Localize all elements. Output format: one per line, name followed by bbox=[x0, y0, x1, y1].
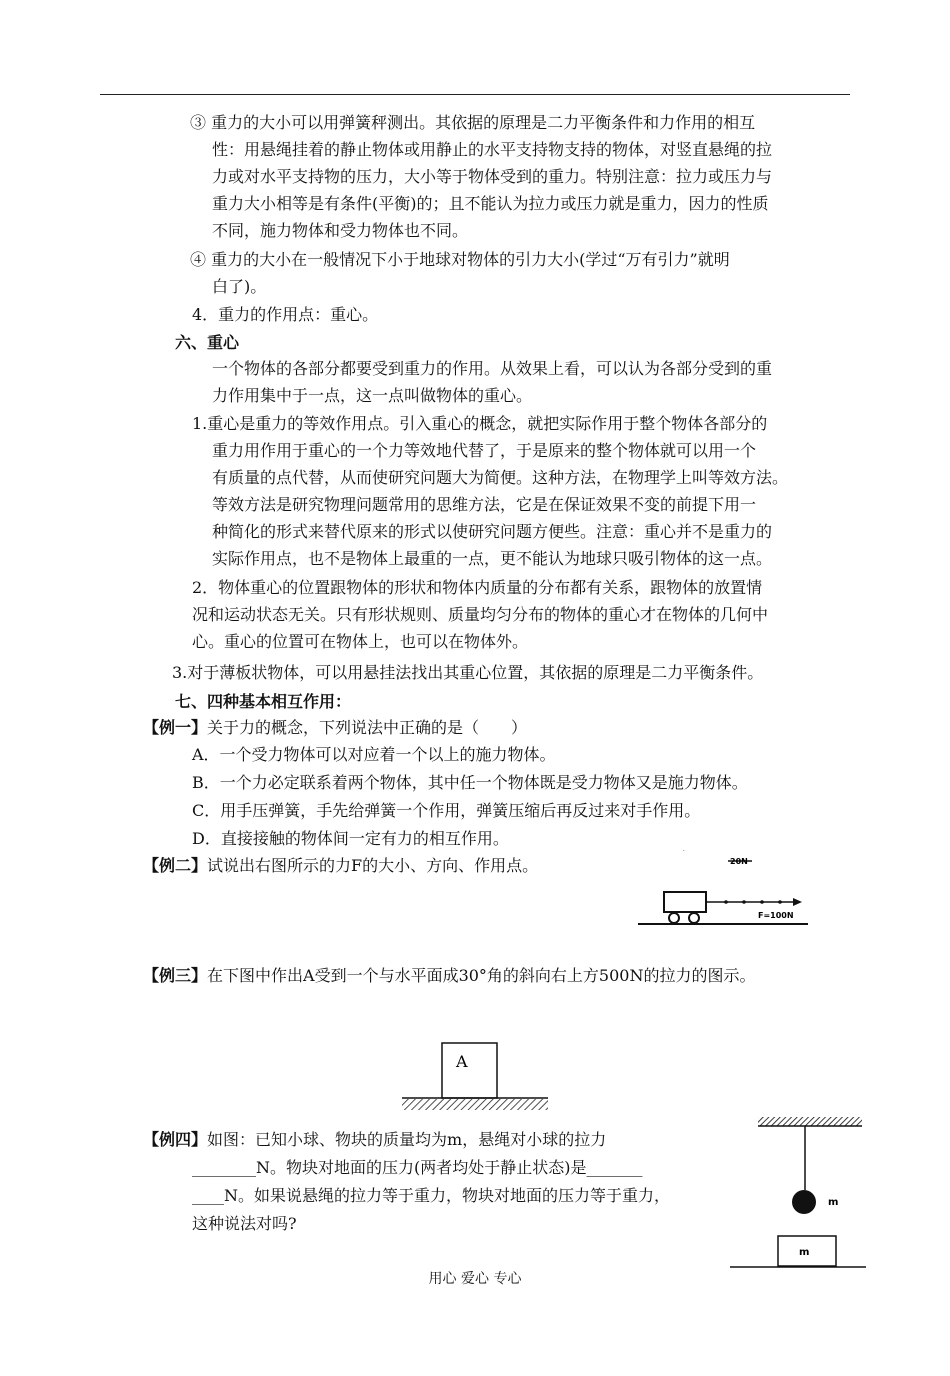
p3-line-1: ③ 重力的大小可以用弹簧秤测出。其依据的原理是二力平衡条件和力作用的相互 bbox=[190, 113, 756, 132]
cart-body bbox=[664, 892, 706, 912]
header-rule bbox=[100, 94, 850, 95]
example-4-tag: 【例四】 bbox=[143, 1130, 208, 1149]
sec6-p1-line-2: 重力用作用于重心的一个力等效地代替了，于是原来的整个物体就可以用一个 bbox=[212, 441, 757, 460]
block-a-label: A bbox=[456, 1052, 468, 1071]
scale-label: 20N bbox=[730, 857, 748, 866]
example-4-line-1 bbox=[143, 1127, 606, 1153]
example-4-line-4: 这种说法对吗? bbox=[192, 1214, 297, 1233]
example-4-line-2: ________N。物块对地面的压力(两者均处于静止状态)是_______ bbox=[192, 1158, 643, 1177]
sec6-p1-line-5: 种简化的形式来替代原来的形式以使研究问题方便些。注意：重心并不是重力的 bbox=[212, 522, 773, 541]
example-1-option-c: C．用手压弹簧，手先给弹簧一个作用，弹簧压缩后再反过来对手作用。 bbox=[192, 801, 701, 820]
p3-line-5: 不同，施力物体和受力物体也不同。 bbox=[212, 221, 469, 240]
sec6-p1-line-4: 等效方法是研究物理问题常用的思维方法，它是在保证效果不变的前提下用一 bbox=[212, 495, 757, 514]
example-1-option-b: B．一个力必定联系着两个物体，其中任一个物体既是受力物体又是施力物体。 bbox=[192, 773, 748, 792]
example-1-text: 关于力的概念，下列说法中正确的是（ ） bbox=[207, 718, 528, 737]
example-2-tag: 【例二】 bbox=[143, 856, 208, 875]
example-1-tag: 【例一】 bbox=[143, 718, 208, 737]
sec6-p2-line-2: 况和运动状态无关。只有形状规则、质量均匀分布的物体的重心才在物体的几何中 bbox=[192, 605, 769, 624]
p3-line-3: 力或对水平支持物的压力，大小等于物体受到的重力。特别注意：拉力或压力与 bbox=[212, 167, 773, 186]
cart-force-figure bbox=[630, 850, 820, 935]
sec6-p2-line-1: 2．物体重心的位置跟物体的形状和物体内质量的分布都有关系，跟物体的放置情 bbox=[192, 578, 763, 597]
ground-hatch bbox=[402, 1099, 548, 1110]
section-6-title: 六、重心 bbox=[175, 333, 240, 352]
svg-text:ˇ: ˇ bbox=[682, 850, 686, 857]
block-a bbox=[442, 1043, 497, 1098]
cart-wheel-left bbox=[669, 913, 679, 923]
sec6-p2-line-3: 心。重心的位置可在物体上，也可以在物体外。 bbox=[192, 632, 529, 651]
example-3-tag: 【例三】 bbox=[143, 966, 208, 985]
p3-line-4: 重力大小相等是有条件(平衡)的；且不能认为拉力或压力就是重力，因力的性质 bbox=[212, 194, 769, 213]
ceiling-hatch bbox=[758, 1117, 862, 1126]
block-on-ground-figure bbox=[398, 1038, 552, 1118]
example-4-line-3: ____N。如果说悬绳的拉力等于重力，物块对地面的压力等于重力， bbox=[192, 1186, 671, 1205]
ball bbox=[792, 1190, 816, 1214]
force-arrow-head bbox=[793, 898, 802, 906]
cart-wheel-right bbox=[689, 913, 699, 923]
example-3-text: 在下图中作出A受到一个与水平面成30°角的斜向右上方500N的拉力的图示。 bbox=[207, 966, 756, 985]
example-2-question bbox=[143, 853, 538, 879]
p4-line-1: ④ 重力的大小在一般情况下小于地球对物体的引力大小(学过“万有引力”就明 bbox=[190, 250, 730, 269]
item-4: 4．重力的作用点：重心。 bbox=[192, 305, 379, 324]
box-label: m bbox=[799, 1247, 810, 1258]
sec6-p3: 3.对于薄板状物体，可以用悬挂法找出其重心位置，其依据的原理是二力平衡条件。 bbox=[172, 663, 764, 682]
example-1-option-d: D．直接接触的物体间一定有力的相互作用。 bbox=[192, 829, 509, 848]
force-label: F=100N bbox=[758, 911, 794, 920]
example-2-text: 试说出右图所示的力F的大小、方向、作用点。 bbox=[207, 856, 539, 875]
example-4-text-1: 如图：已知小球、物块的质量均为m，悬绳对小球的拉力 bbox=[207, 1130, 607, 1149]
sec6-p1-line-1: 1.重心是重力的等效作用点。引入重心的概念，就把实际作用于整个物体各部分的 bbox=[192, 414, 768, 433]
ball-label: m bbox=[828, 1197, 839, 1208]
hanging-ball-figure bbox=[728, 1112, 870, 1276]
example-3-question bbox=[143, 963, 755, 989]
sec6-intro-2: 力作用集中于一点，这一点叫做物体的重心。 bbox=[212, 386, 533, 405]
sec6-p1-line-3: 有质量的点代替，从而使研究问题大为简便。这种方法，在物理学上叫等效方法。 bbox=[212, 468, 789, 487]
sec6-intro-1: 一个物体的各部分都要受到重力的作用。从效果上看，可以认为各部分受到的重 bbox=[212, 359, 773, 378]
example-1-question bbox=[143, 715, 527, 741]
page-footer: 用心 爱心 专心 bbox=[428, 1271, 522, 1287]
example-1-option-a: A．一个受力物体可以对应着一个以上的施力物体。 bbox=[192, 745, 556, 764]
p3-line-2: 性：用悬绳挂着的静止物体或用静止的水平支持物支持的物体，对竖直悬绳的拉 bbox=[212, 140, 773, 159]
section-7-title: 七、四种基本相互作用： bbox=[175, 692, 352, 711]
p4-line-2: 白了)。 bbox=[212, 277, 267, 296]
sec6-p1-line-6: 实际作用点，也不是物体上最重的一点，更不能认为地球只吸引物体的这一点。 bbox=[212, 549, 773, 568]
